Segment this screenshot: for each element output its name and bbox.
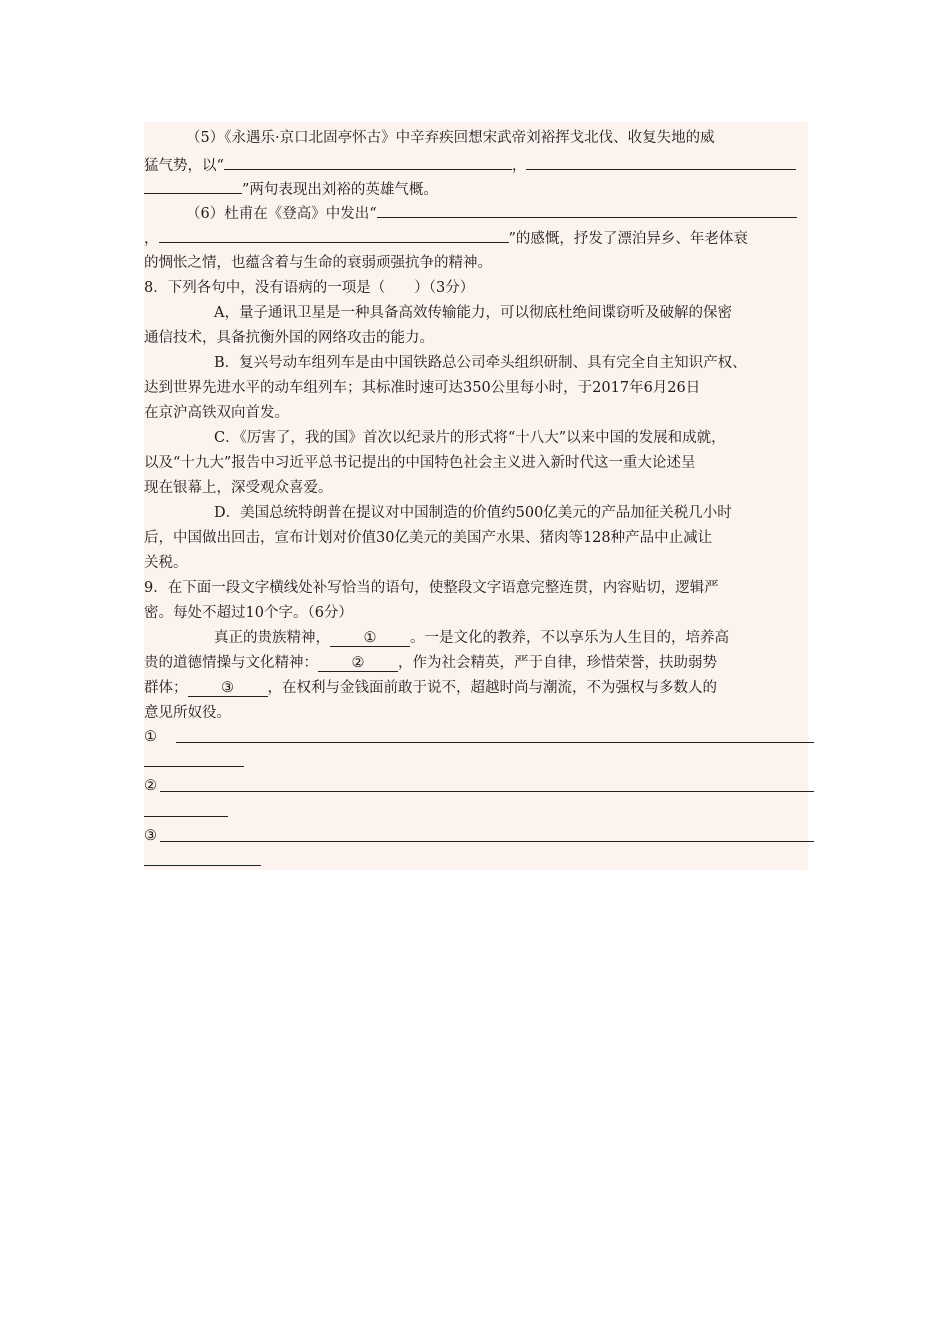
q9-blank-1[interactable]: ① [330,630,410,647]
q7-item6-line1 [186,203,797,224]
q8-option-c-line1: C．《厉害了，我的国》首次以纪录片的形式将“十八大”以来中国的发展和成就， [214,430,726,446]
q8-option-b-line3: 在京沪高铁双向首发。 [144,405,289,421]
q8-option-c-line3: 现在银幕上，深受观众喜爱。 [144,480,333,496]
q9-p2-suffix: ，作为社会精英，严于自律，珍惜荣誉，扶助弱势 [398,655,717,671]
q9-answer-3-line[interactable] [160,841,814,842]
q8-option-d-line1: D．美国总统特朗普在提议对中国制造的价值约500亿美元的产品加征关税几小时 [214,505,732,521]
q9-p3-prefix: 群体； [144,680,188,696]
q9-answer-2-label: ② [144,778,157,794]
q9-p2-prefix: 贵的道德情操与文化精神： [144,655,318,671]
q7-item5-answer-blank-1[interactable] [224,155,512,170]
q9-blank-2[interactable]: ② [318,655,398,672]
q9-answer-1-line-cont[interactable] [144,766,244,767]
q9-answer-3-label: ③ [144,828,157,844]
q9-answer-1-label: ① [144,729,157,745]
q7-item6-line2 [144,228,748,249]
q7-item6-line3: 的惆怅之情，也蕴含着与生命的衰弱顽强抗争的精神。 [144,255,492,271]
q9-stem-line2: 密。每处不超过10个字。（6分） [144,605,353,621]
q7-item5-comma: ， [511,158,527,174]
q8-option-c-line2: 以及“十九大”报告中习近平总书记提出的中国特色社会主义进入新时代这一重大论述呈 [144,455,696,471]
q8-stem: 8．下列各句中，没有语病的一项是（ ）（3分） [144,280,475,296]
q9-p3-suffix: ，在权利与金钱面前敢于说不，超越时尚与潮流，不为强权与多数人的 [267,680,717,696]
q9-passage-line1 [214,628,729,648]
q9-p1-suffix: 。一是文化的教养，不以享乐为人生目的，培养高 [410,630,729,646]
q7-item5-suffix: ”两句表现出刘裕的英雄气概。 [242,182,438,198]
q9-p1-prefix: 真正的贵族精神， [214,630,330,646]
q7-item5-prefix: 猛气势，以“ [144,158,224,174]
q9-answer-3-line-cont[interactable] [144,865,261,866]
q7-item5-answer-blank-2-cont[interactable] [144,179,242,194]
q8-option-a-line2: 通信技术，具备抗衡外国的网络攻击的能力。 [144,330,434,346]
q9-stem-line1: 9．在下面一段文字横线处补写恰当的语句，使整段文字语意完整连贯，内容贴切，逻辑严 [144,580,719,596]
q9-blank-3[interactable]: ③ [188,680,268,697]
q8-option-a-line1: A，量子通讯卫星是一种具备高效传输能力，可以彻底杜绝间谍窃听及破解的保密 [214,305,732,321]
q8-option-b-line2: 达到世界先进水平的动车组列车；其标准时速可达350公里每小时，于2017年6月26日 [144,380,701,396]
q9-answer-2-line[interactable] [160,791,814,792]
q9-answer-2-line-cont[interactable] [144,816,228,817]
q7-item5-line1: （5）《永遇乐·京口北固亭怀古》中辛弃疾回想宋武帝刘裕挥戈北伐、收复失地的威 [186,130,715,146]
q7-item6-comma: ， [144,231,159,247]
q8-option-b-line1: B．复兴号动车组列车是由中国铁路总公司牵头组织研制、具有完全自主知识产权、 [214,355,747,371]
q7-item6-prefix: （6）杜甫在《登高》中发出“ [186,206,377,222]
q9-passage-line2 [144,653,717,673]
q7-item6-answer-blank-1[interactable] [377,203,797,218]
q7-item5-line2 [144,155,796,176]
q9-passage-line4: 意见所奴役。 [144,705,231,721]
q9-answer-1-line[interactable] [176,742,814,743]
q9-passage-line3 [144,678,717,698]
q7-item5-line3 [144,179,438,200]
q7-item5-answer-blank-2[interactable] [526,155,796,170]
q7-item6-suffix: ”的感慨，抒发了漂泊异乡、年老体衰 [508,231,748,247]
q8-option-d-line2: 后，中国做出回击，宣布计划对价值30亿美元的美国产水果、猪肉等128种产品中止减让 [144,530,713,546]
q8-option-d-line3: 关税。 [144,555,188,571]
q7-item6-answer-blank-2[interactable] [159,228,509,243]
